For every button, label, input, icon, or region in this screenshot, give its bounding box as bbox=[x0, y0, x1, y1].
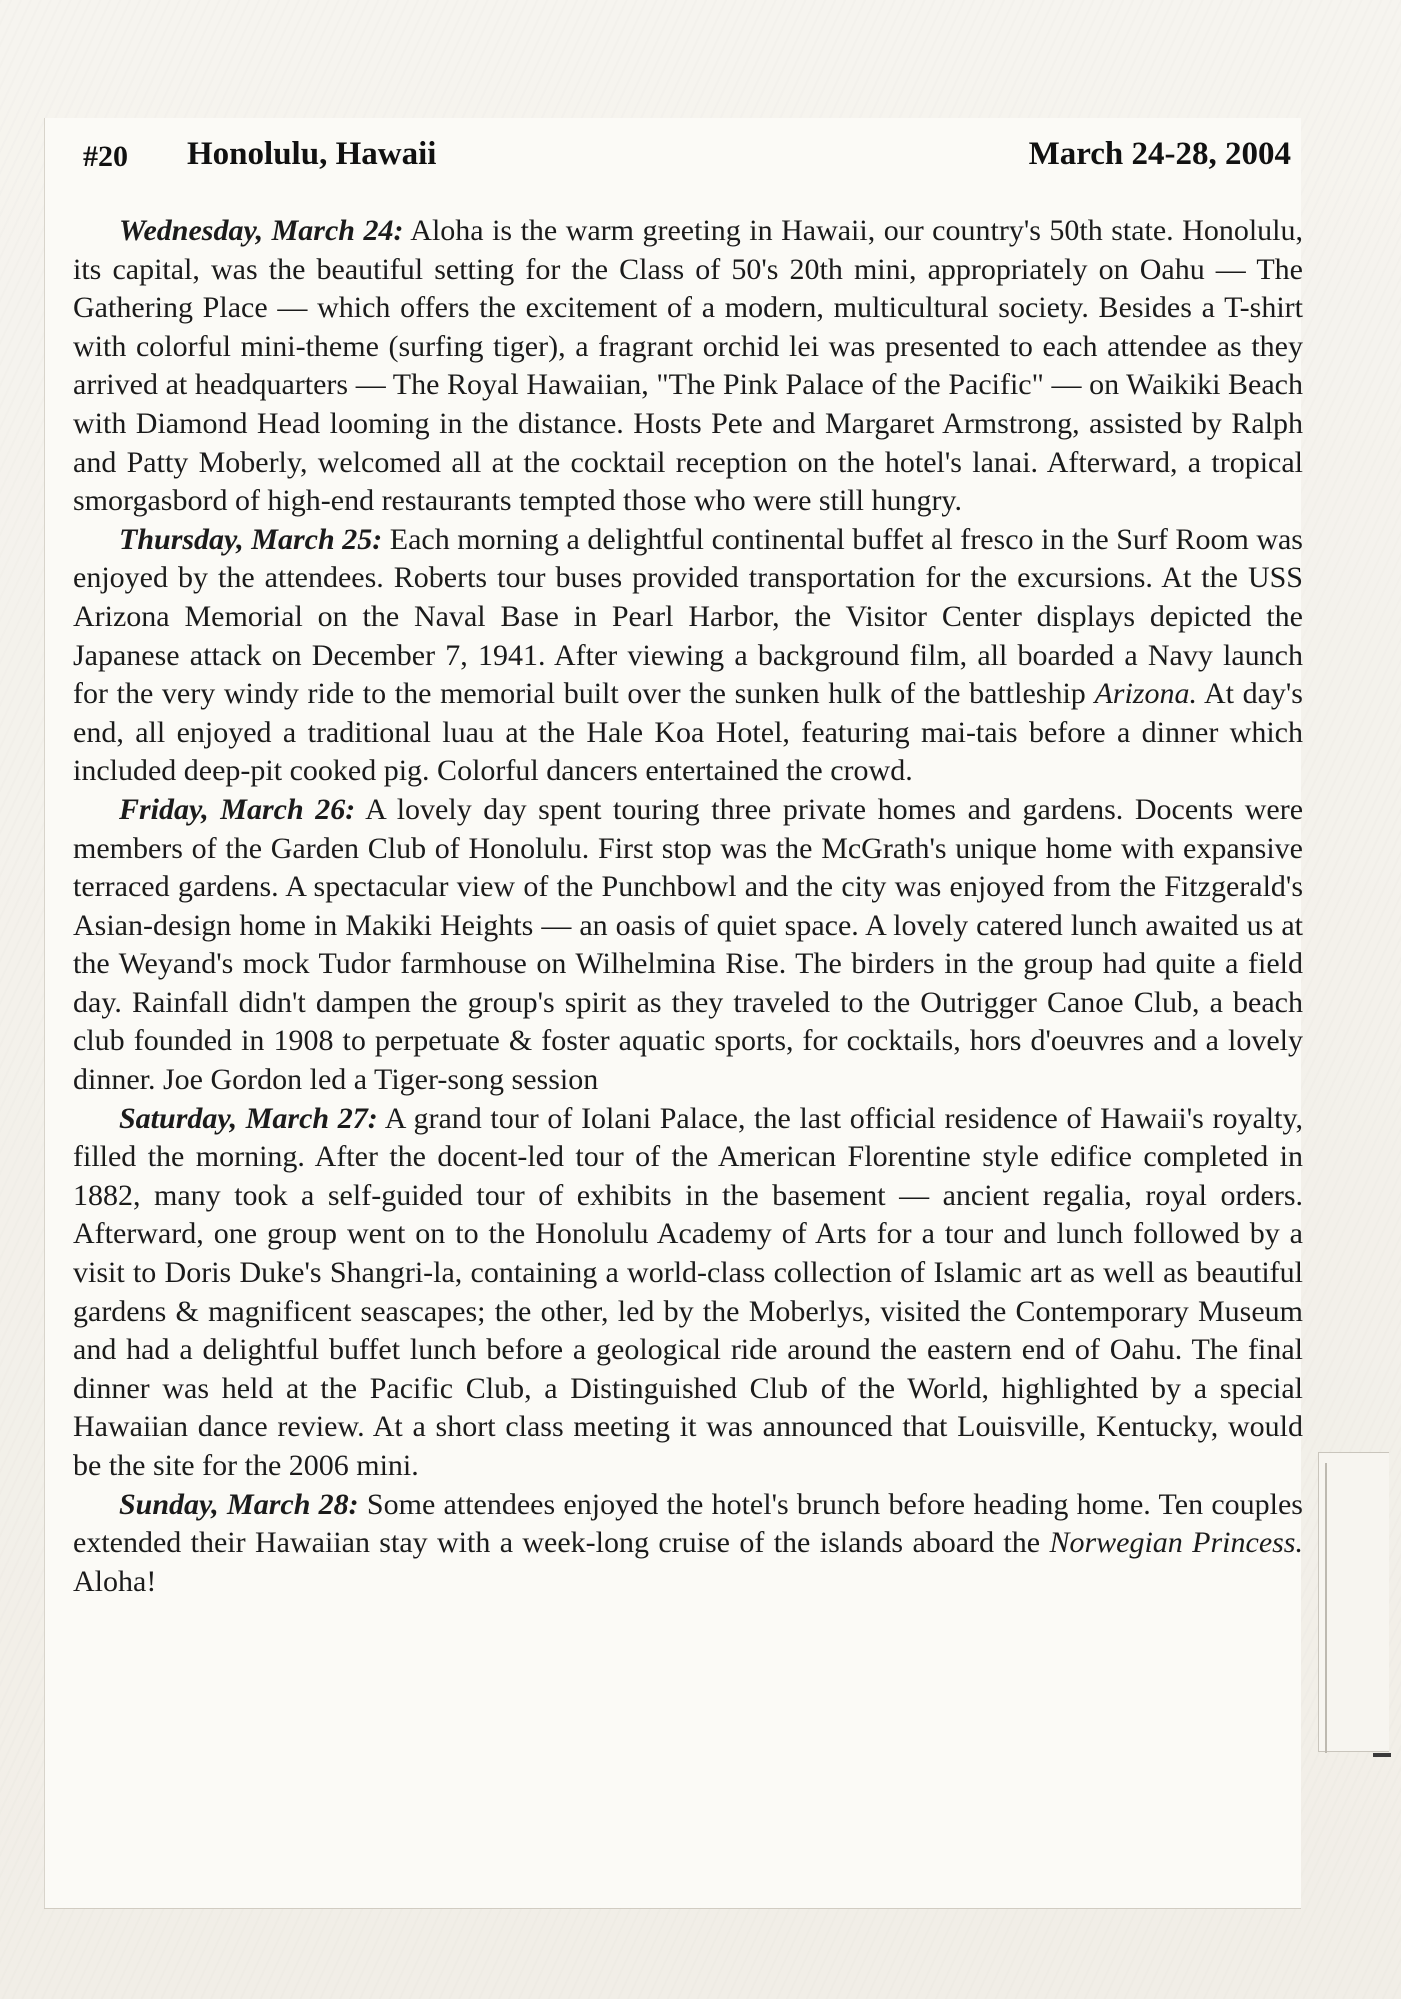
tab-edge-line bbox=[1325, 1463, 1327, 1753]
day-heading: Thursday, March 25: bbox=[119, 522, 383, 556]
issue-number: #20 bbox=[83, 140, 128, 173]
paragraph-text: At day's end, all enjoyed a traditional luau at the Hale Koa Hotel, featuring mai-tais before a dinner which included deep-pit cooked pig. Colorful dancers entertained the crowd. bbox=[73, 677, 1303, 788]
paragraph-wednesday bbox=[73, 212, 1303, 521]
event-dates: March 24-28, 2004 bbox=[1028, 136, 1291, 172]
day-heading: Sunday, March 28: bbox=[119, 1487, 359, 1521]
ship-name: Arizona. bbox=[1094, 677, 1197, 711]
article-header bbox=[83, 136, 1291, 180]
ship-name: Norwegian Princess. bbox=[1049, 1526, 1303, 1560]
newsletter-clipping bbox=[44, 118, 1304, 1909]
clipping-bottom-edge bbox=[44, 1908, 1300, 1909]
paragraph-text: A lovely day spent touring three private homes and gardens. Docents were members of the Garden Club of Honolulu. First stop was the McGrath's unique home with expansive terraced gardens. A spectacular view of the Punchbowl and the city was enjoyed from the Fitzgerald's Asian-design home in Makiki Heights — an oasis of quiet space. A lovely catered lunch awaited us at the Weyand's mock Tudor farmhouse on Wilhelmina Rise. The birders in the group had quite a field day. Rainfall didn't dampen the group's spirit as they traveled to the Outrigger Canoe Club, a beach club founded in 1908 to perpetuate & foster aquatic sports, for cocktails, hors d'oeuvres and a lovely dinner. Joe Gordon led a Tiger-song session bbox=[73, 792, 1304, 1097]
tab-mark bbox=[1373, 1753, 1391, 1757]
paragraph-text: A grand tour of Iolani Palace, the last official residence of Hawaii's royalty, filled the morning. After the docent-led tour of the American Florentine style edifice completed in 1882, many took a self-guided tour of exhibits in the basement — ancient regalia, royal orders. Afterward, one group went on to the Honolulu Academy of Arts for a tour and lunch followed by a visit to Doris Duke's Shangri-la, containing a world-class collection of Islamic art as well as beautiful gardens & magnificent seascapes; the other, led by the Moberlys, visited the Contemporary Museum and had a delightful buffet lunch before a geological ride around the eastern end of Oahu. The final dinner was held at the Pacific Club, a Distinguished Club of the World, highlighted by a special Hawaiian dance review. At a short class meeting it was announced that Louisville, Kentucky, would be the site for the 2006 mini. bbox=[73, 1101, 1304, 1482]
paragraph-thursday bbox=[73, 521, 1303, 791]
article-body bbox=[73, 212, 1303, 1601]
paragraph-text: Aloha! bbox=[73, 1564, 157, 1598]
paragraph-sunday bbox=[73, 1486, 1303, 1602]
paragraph-text: Each morning a delightful continental buffet al fresco in the Surf Room was enjoyed by the attendees. Roberts tour buses provided transportation for the excursions. At the USS Arizona Memorial on the Naval Base in Pearl Harbor, the Visitor Center displays depicted the Japanese attack on December 7, 1941. After viewing a background film, all boarded a Navy launch for the very windy ride to the memorial built over the sunken hulk of the battleship bbox=[73, 522, 1303, 711]
day-heading: Wednesday, March 24: bbox=[119, 214, 404, 247]
paragraph-text: Some attendees enjoyed the hotel's brunch before heading home. Ten couples extended their Hawaiian stay with a week-long cruise of the islands aboard the bbox=[73, 1487, 1303, 1560]
binder-tab bbox=[1318, 1452, 1389, 1752]
day-heading: Friday, March 26: bbox=[119, 792, 356, 826]
paragraph-text: Aloha is the warm greeting in Hawaii, our country's 50th state. Honolulu, its capital, was the beautiful setting for the Class of 50's 20th mini, appropriately on Oahu — The Gathering Place — which offers the excitement of a modern, multicultural society. Besides a T-shirt with colorful mini-theme (surfing tiger), a fragrant orchid lei was presented to each attendee as they arrived at headquarters — The Royal Hawaiian, "The Pink Palace of the Pacific" — on Waikiki Beach with Diamond Head looming in the distance. Hosts Pete and Margaret Armstrong, assisted by Ralph and Patty Moberly, welcomed all at the cocktail reception on the hotel's lanai. Afterward, a tropical smorgasbord of high-end restaurants tempted those who were still hungry. bbox=[73, 214, 1303, 518]
paragraph-friday bbox=[73, 791, 1303, 1100]
article-title: Honolulu, Hawaii bbox=[187, 136, 437, 172]
day-heading: Saturday, March 27: bbox=[119, 1101, 378, 1135]
paragraph-saturday bbox=[73, 1100, 1303, 1486]
